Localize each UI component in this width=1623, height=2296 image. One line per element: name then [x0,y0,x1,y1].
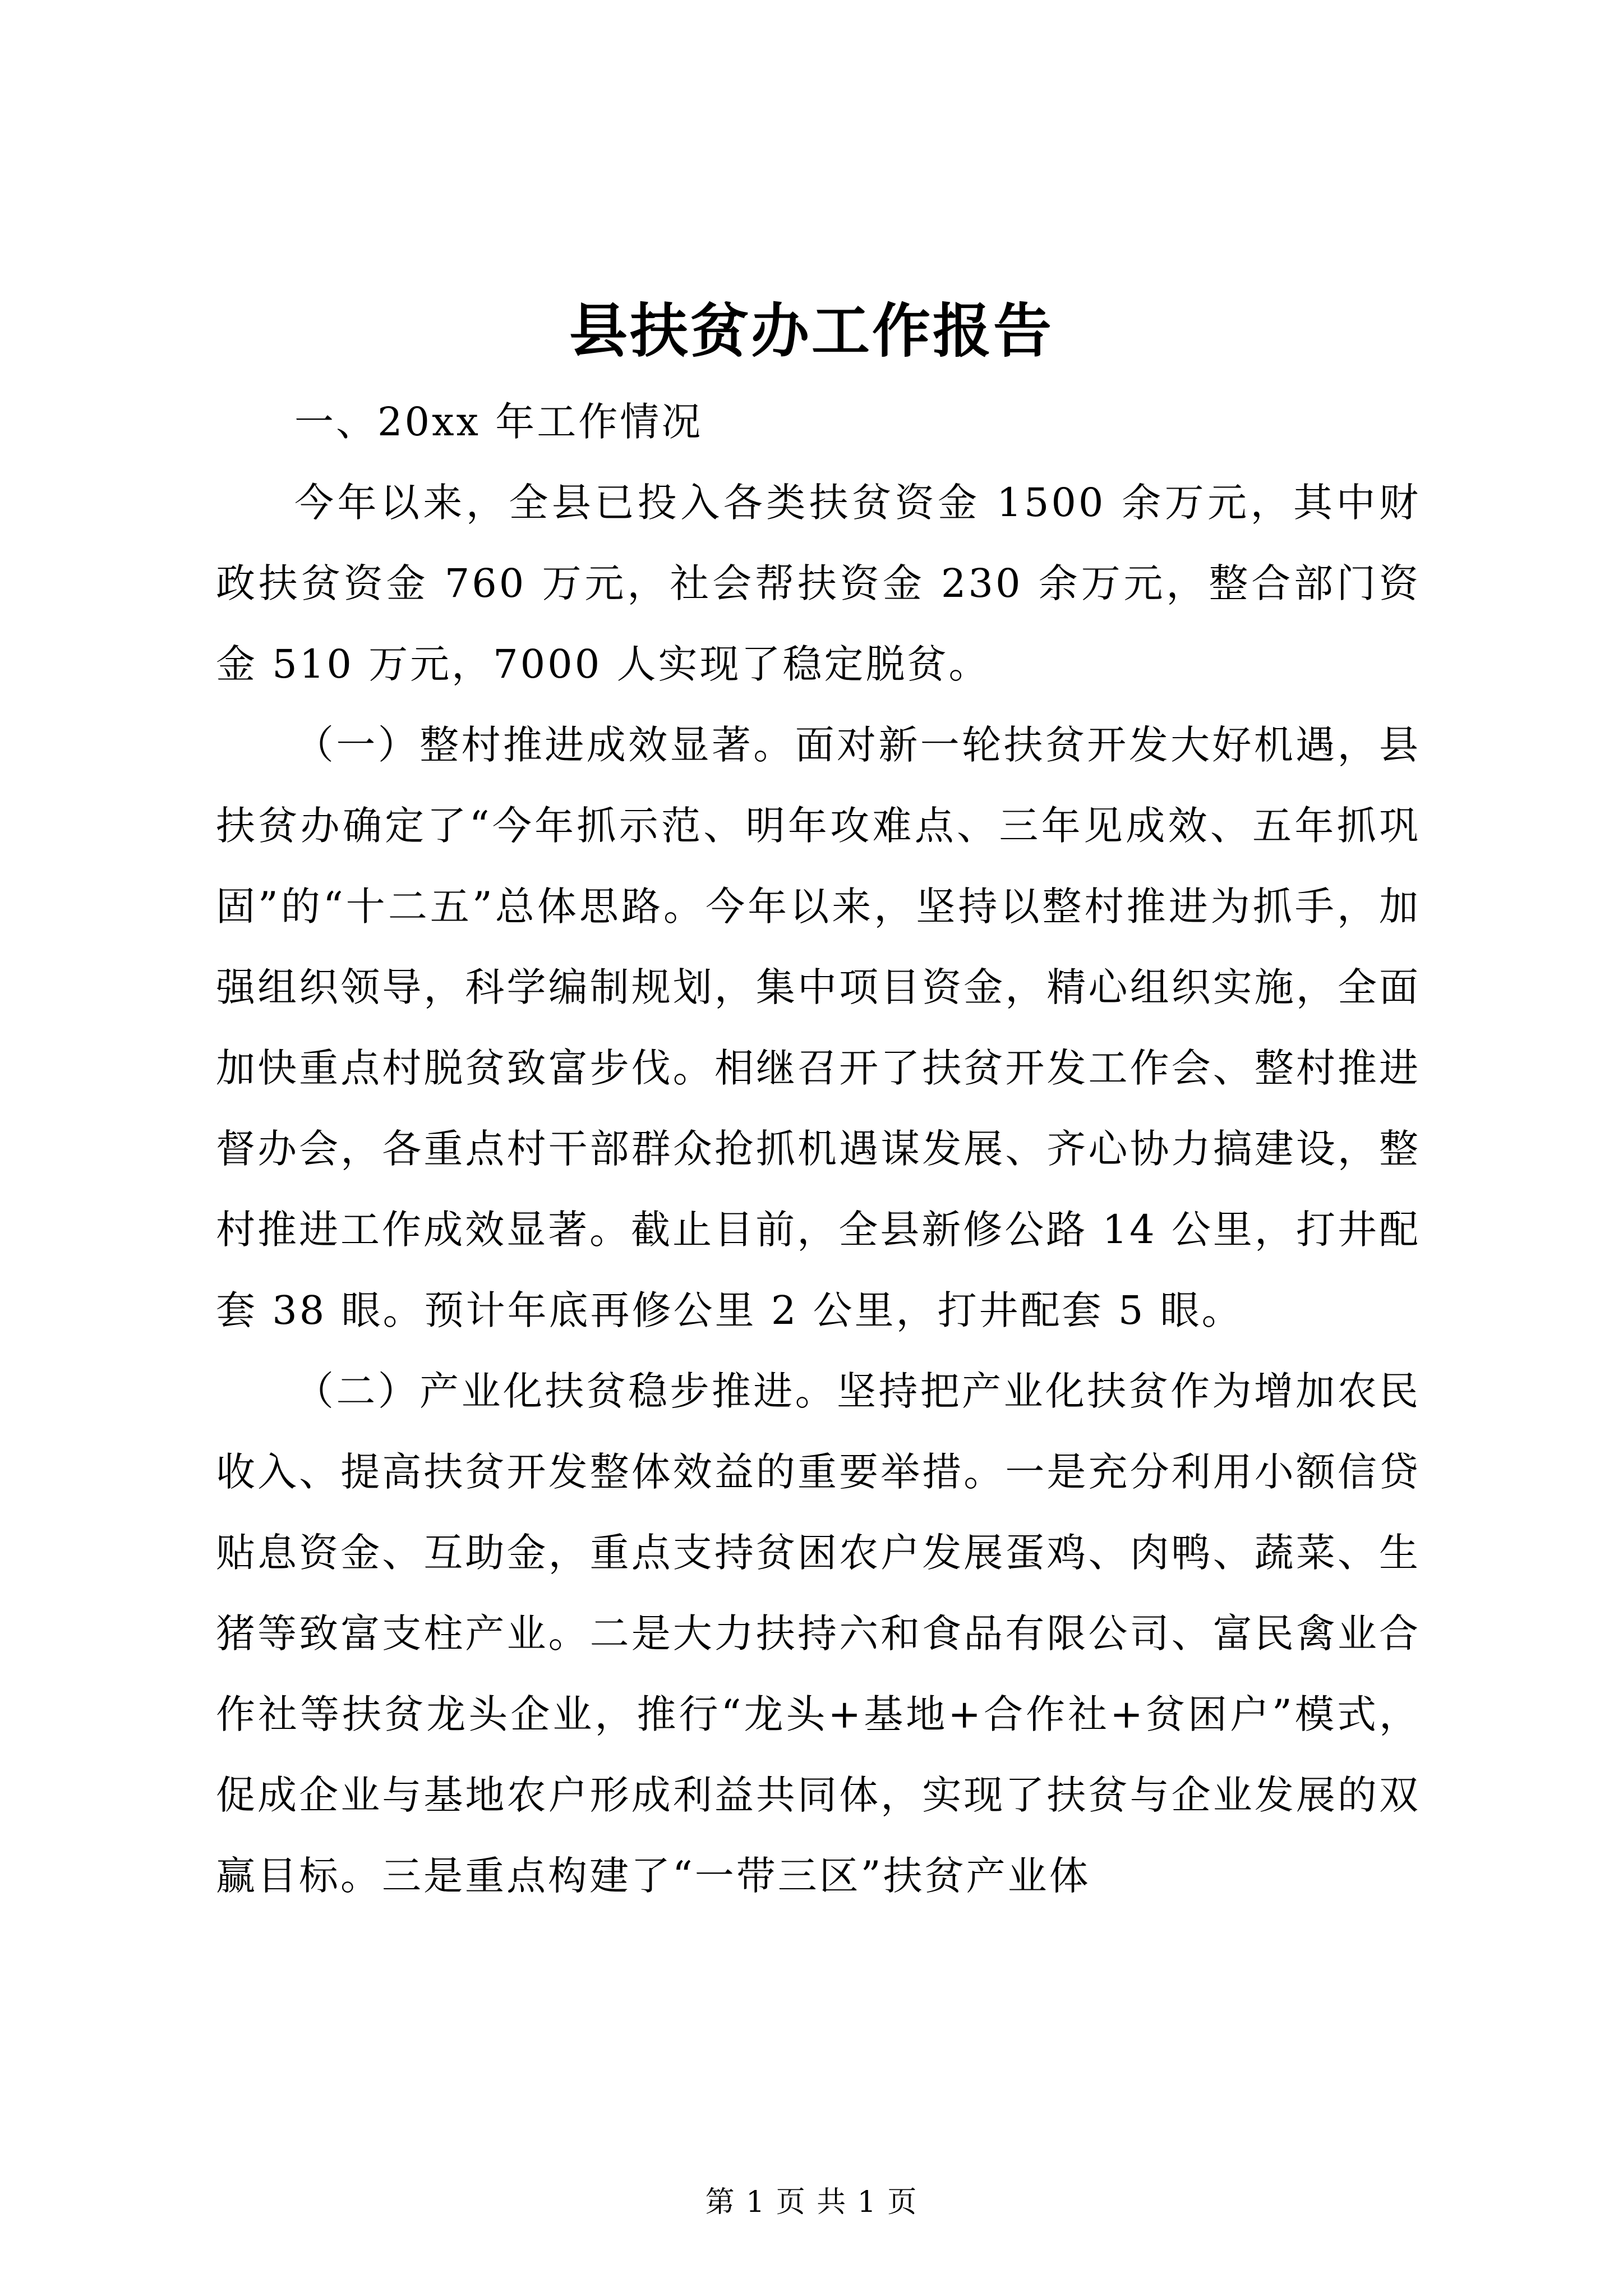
paragraph-funding-summary: 今年以来，全县已投入各类扶贫资金 1500 余万元，其中财政扶贫资金 760 万元，社会帮扶资金 230 余万元，整合部门资金 510 万元，7000 人实现了稳定脱贫。 [216,480,1421,687]
paragraph-village-promotion: （一）整村推进成效显著。面对新一轮扶贫开发大好机遇，县扶贫办确定了“今年抓示范、明年攻难点、三年见成效、五年抓巩固”的“十二五”总体思路。今年以来，坚持以整村推进为抓手，加强组织领导，科学编制规划，集中项目资金，精心组织实施，全面加快重点村脱贫致富步伐。相继召开了扶贫开发工作会、整村推进督办会，各重点村干部群众抢抓机遇谋发展、齐心协力搞建设，整村推进工作成效显著。截止目前，全县新修公路 14 公里，打井配套 38 眼。预计年底再修公里 2 公里，打井配套 5 眼。 [216,722,1421,1333]
section-heading: 一、20xx 年工作情况 [294,399,703,445]
paragraph-industrialization: （二）产业化扶贫稳步推进。坚持把产业化扶贫作为增加农民收入、提高扶贫开发整体效益的重要举措。一是充分利用小额信贷贴息资金、互助金，重点支持贫困农户发展蛋鸡、肉鸭、蔬菜、生猪等致富支柱产业。二是大力扶持六和食品有限公司、富民禽业合作社等扶贫龙头企业，推行“龙头+基地+合作社+贫困户”模式，促成企业与基地农户形成利益共同体，实现了扶贫与企业发展的双赢目标。三是重点构建了“一带三区”扶贫产业体 [216,1368,1421,1899]
document-title: 县扶贫办工作报告 [569,296,1054,365]
document-body [216,381,1421,1916]
page-footer: 第 1 页 共 1 页 [705,2185,918,2219]
